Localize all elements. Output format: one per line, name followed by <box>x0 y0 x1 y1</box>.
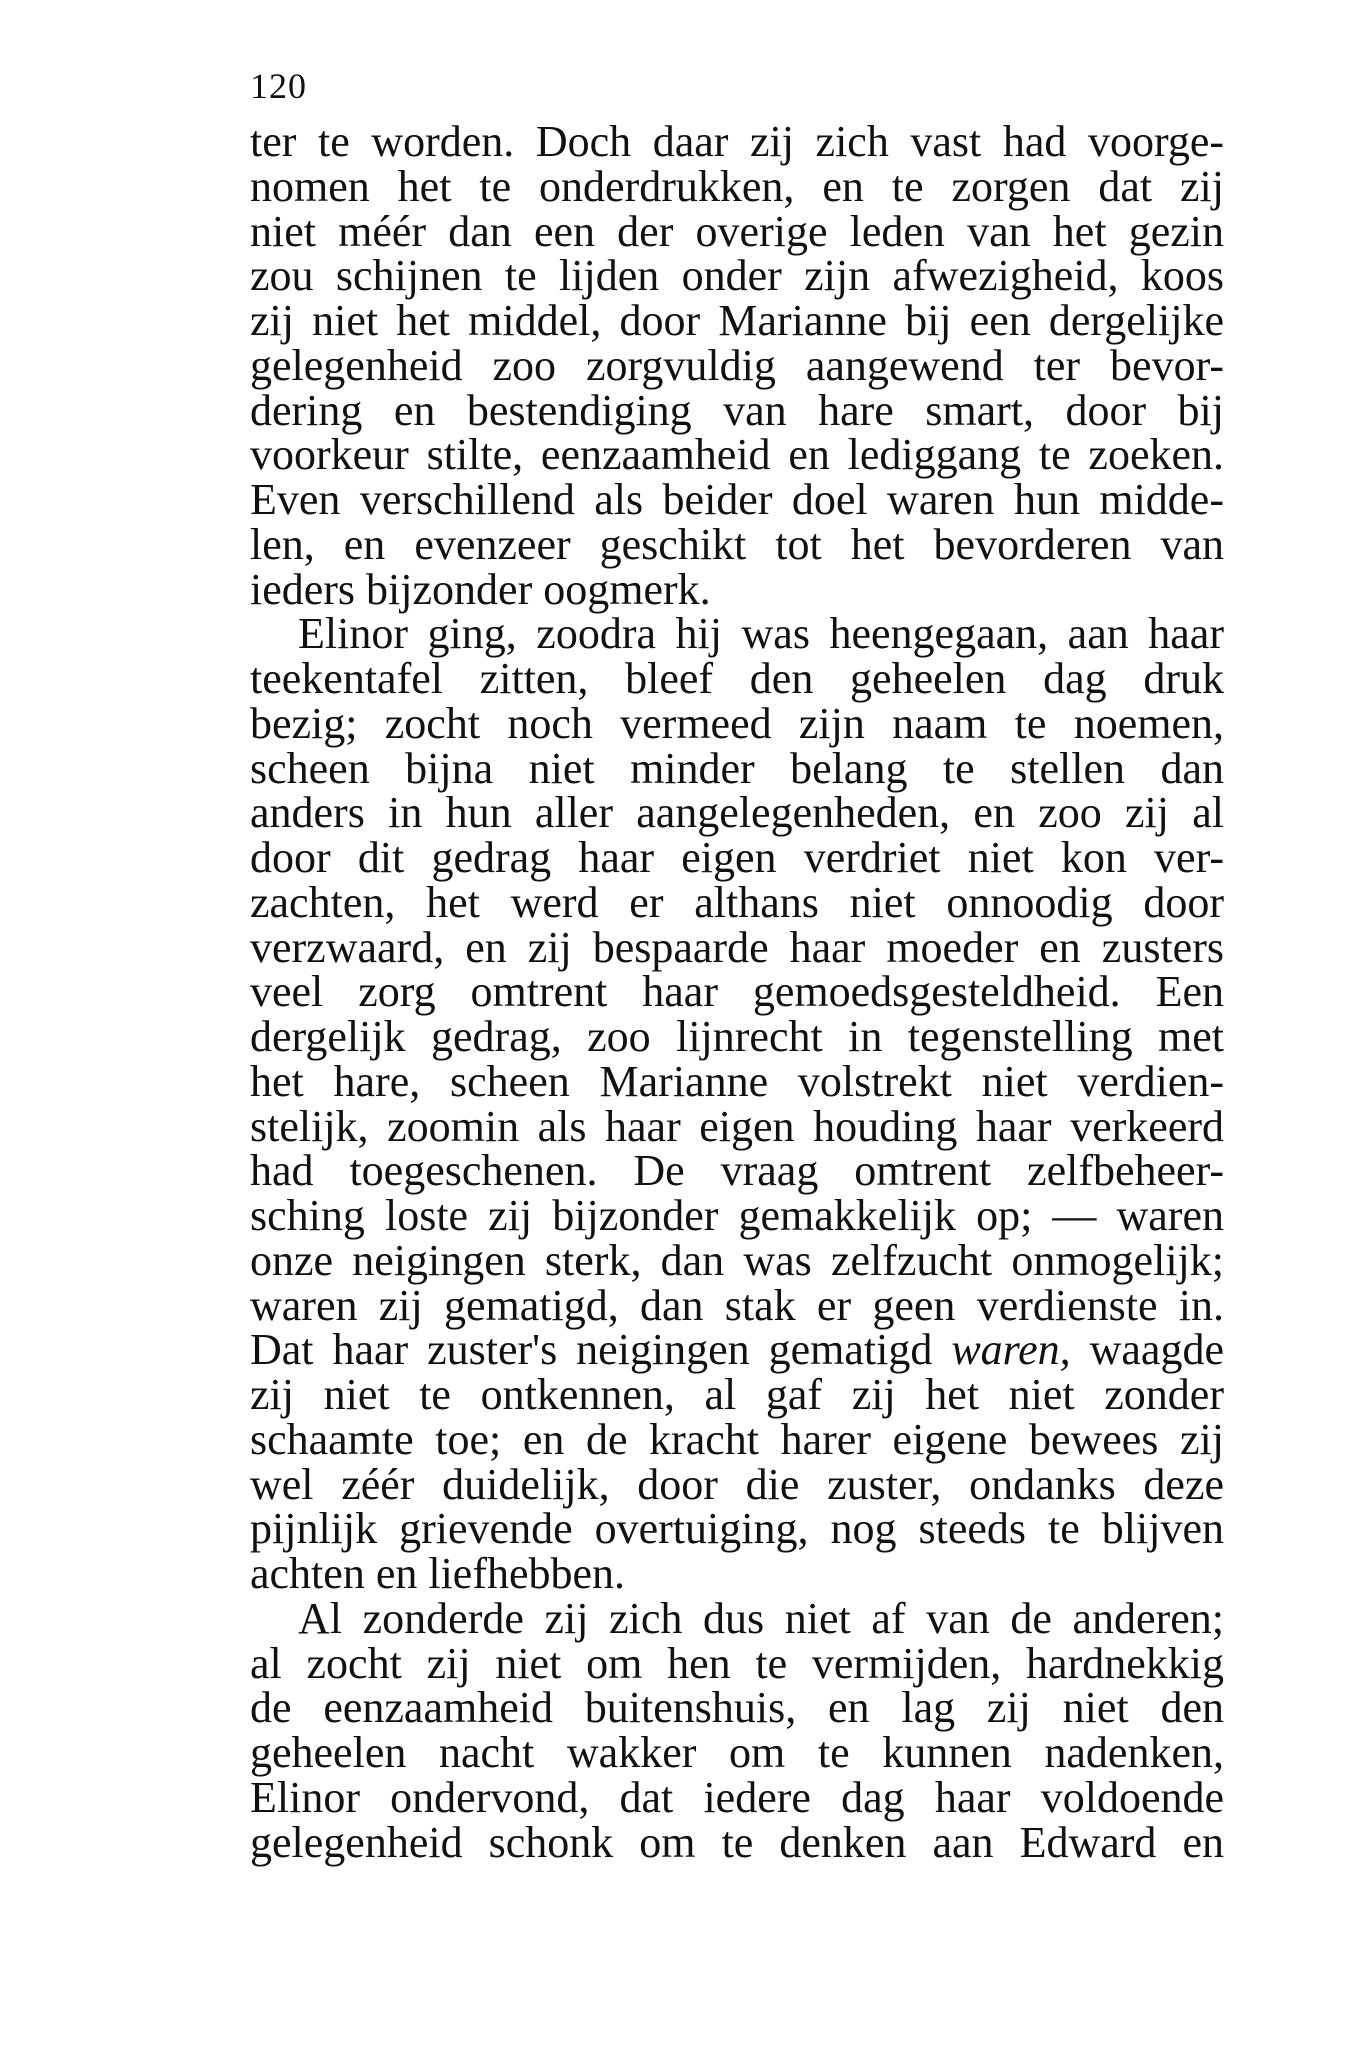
text-line: zij niet het middel, door Marianne bij een dergelijke <box>250 296 1224 345</box>
text-line-with-emphasis <box>250 1325 1224 1375</box>
body-text <box>250 117 1224 1867</box>
text-line: zachten, het werd er althans niet onnoodig door <box>250 877 1224 927</box>
paragraph-first-line: Al zonderde zij zich dus niet af van de anderen; <box>298 1593 1224 1643</box>
text-line: voorkeur stilte, eenzaamheid en lediggang te zoeken. <box>250 430 1224 480</box>
text-line: achten en liefhebben. <box>250 1549 626 1598</box>
page-number: 120 <box>250 66 307 106</box>
text-line: anders in hun aller aangelegenheden, en zoo zij al <box>250 788 1224 838</box>
text-line: sching loste zij bijzonder gemakkelijk op; — waren <box>250 1191 1224 1240</box>
text-line: ter te worden. Doch daar zij zich vast had voorge- <box>250 117 1224 166</box>
text-line: veel zorg omtrent haar gemoedsgesteldheid. Een <box>250 967 1224 1017</box>
text-line: scheen bijna niet minder belang te stellen dan <box>250 743 1224 793</box>
text-line: al zocht zij niet om hen te vermijden, hardnekkig <box>250 1638 1224 1688</box>
text-line: zij niet te ontkennen, al gaf zij het niet zonder <box>250 1370 1224 1419</box>
text-line: door dit gedrag haar eigen verdriet niet kon ver- <box>250 833 1224 882</box>
text-segment: Dat haar zuster's neigingen gematigd <box>250 1325 952 1375</box>
text-line: nomen het te onderdrukken, en te zorgen dat zij <box>250 161 1224 211</box>
text-segment: waagde <box>1070 1325 1224 1375</box>
text-line: gelegenheid schonk om te denken aan Edward en <box>250 1817 1224 1867</box>
text-line: dergelijk gedrag, zoo lijnrecht in tegenstelling met <box>250 1012 1224 1061</box>
emphasized-word: waren, <box>951 1325 1071 1375</box>
text-line: pijnlijk grievende overtuiging, nog steeds te blijven <box>250 1504 1224 1554</box>
text-line: teekentafel zitten, bleef den geheelen dag druk <box>250 654 1224 703</box>
text-line: Even verschillend als beider doel waren hun midde- <box>250 475 1224 524</box>
text-line: had toegeschenen. De vraag omtrent zelfbeheer- <box>250 1146 1224 1196</box>
text-line: schaamte toe; en de kracht harer eigene bewees zij <box>250 1414 1224 1464</box>
text-line: dering en bestendiging van hare smart, door bij <box>250 385 1224 435</box>
text-line: het hare, scheen Marianne volstrekt niet verdien- <box>250 1056 1224 1106</box>
text-line: geheelen nacht wakker om te kunnen nadenken, <box>250 1728 1224 1777</box>
text-line: len, en evenzeer geschikt tot het bevorderen van <box>250 519 1224 569</box>
text-line: niet méér dan een der overige leden van het gezin <box>250 206 1224 256</box>
text-line: bezig; zocht noch vermeed zijn naam te noemen, <box>250 698 1224 748</box>
text-line: ieders bijzonder oogmerk. <box>250 564 711 614</box>
paragraph-first-line: Elinor ging, zoodra hij was heengegaan, aan haar <box>298 609 1224 659</box>
text-line: gelegenheid zoo zorgvuldig aangewend ter bevor- <box>250 340 1224 390</box>
text-line: waren zij gematigd, dan stak er geen verdienste in. <box>250 1280 1224 1330</box>
text-line: zou schijnen te lijden onder zijn afwezigheid, koos <box>250 251 1224 301</box>
text-line: stelijk, zoomin als haar eigen houding haar verkeerd <box>250 1101 1224 1151</box>
text-line: de eenzaamheid buitenshuis, en lag zij niet den <box>250 1683 1224 1733</box>
text-line: wel zéér duidelijk, door die zuster, ondanks deze <box>250 1459 1224 1509</box>
text-line: onze neigingen sterk, dan was zelfzucht onmogelijk; <box>250 1235 1224 1285</box>
text-line: Elinor ondervond, dat iedere dag haar voldoende <box>250 1772 1224 1822</box>
text-line: verzwaard, en zij bespaarde haar moeder en zusters <box>250 922 1224 972</box>
